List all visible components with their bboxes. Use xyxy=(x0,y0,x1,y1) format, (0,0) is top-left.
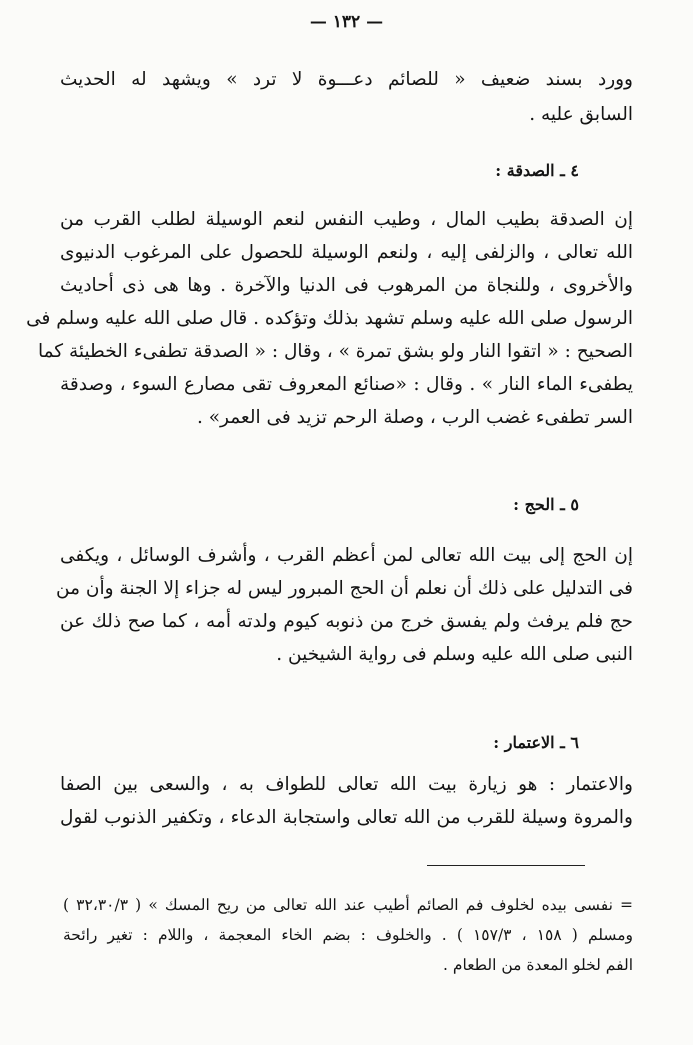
section-heading-charity: ٤ ـ الصدقة : xyxy=(495,161,579,180)
section-heading-hajj: ٥ ـ الحج : xyxy=(513,495,579,514)
text-line: الرسول صلى الله عليه وسلم تشهد بذلك وتؤكده . قال صلى الله عليه وسلم فى xyxy=(26,308,633,329)
text-line: وورد بسند ضعيف « للصائم دعـــوة لا ترد » ويشهد له الحديث xyxy=(60,69,633,90)
text-line: والأخروى ، وللنجاة من المرهوب فى الدنيا والآخرة . وها هى ذى أحاديث xyxy=(60,275,633,296)
footnote xyxy=(63,892,633,978)
paragraph-charity xyxy=(26,206,633,432)
intro-paragraph xyxy=(60,66,633,129)
text-line: الله تعالى ، والزلفى إليه ، ولنعم الوسيلة للحصول على المرغوب الدنيوى xyxy=(60,242,633,263)
text-line: حج فلم يرفث ولم يفسق خرج من ذنوبه كيوم ولدته أمه ، كما صح ذلك عن xyxy=(60,611,633,632)
text-line: يطفىء الماء النار » . وقال : «صنائع المعروف تقى مصارع السوء ، وصدقة xyxy=(60,374,633,395)
footnote-line: الفم لخلو المعدة من الطعام . xyxy=(443,956,633,974)
footnote-line: = نفسى بيده لخلوف فم الصائم أطيب عند الله تعالى من ريح المسك » ( ٣٢،٣٠/٣ ) xyxy=(63,896,633,914)
page-number: — ١٣٢ — xyxy=(309,12,384,32)
footnote-line: ومسلم ( ١٥٨ ، ١٥٧/٣ ) . والخلوف : بضم الخاء المعجمة ، واللام : تغير رائحة xyxy=(63,926,634,944)
section-heading-umrah: ٦ ـ الاعتمار : xyxy=(493,733,579,752)
paragraph-hajj xyxy=(56,542,633,669)
text-line: السر تطفىء غضب الرب ، وصلة الرحم تزيد فى العمر» . xyxy=(196,407,633,428)
text-line: السابق عليه . xyxy=(529,104,633,125)
text-line: إن الحج إلى بيت الله تعالى لمن أعظم القرب ، وأشرف الوسائل ، ويكفى xyxy=(60,545,633,566)
footnote-separator xyxy=(427,865,585,866)
text-line: والاعتمار : هو زيارة بيت الله تعالى للطواف به ، والسعى بين الصفا xyxy=(60,774,633,795)
text-line: إن الصدقة بطيب المال ، وطيب النفس لنعم الوسيلة لطلب القرب من xyxy=(60,209,633,230)
text-line: فى التدليل على ذلك أن نعلم أن الحج المبرور ليس له جزاء إلا الجنة وأن من xyxy=(56,578,633,599)
text-line: النبى صلى الله عليه وسلم فى رواية الشيخين . xyxy=(276,644,633,665)
text-line: والمروة وسيلة للقرب من الله تعالى واستجابة الدعاء ، وتكفير الذنوب لقول xyxy=(60,807,633,828)
text-line: الصحيح : « اتقوا النار ولو بشق تمرة » ، وقال : « الصدقة تطفىء الخطيئة كما xyxy=(37,341,633,362)
paragraph-umrah xyxy=(60,771,633,832)
